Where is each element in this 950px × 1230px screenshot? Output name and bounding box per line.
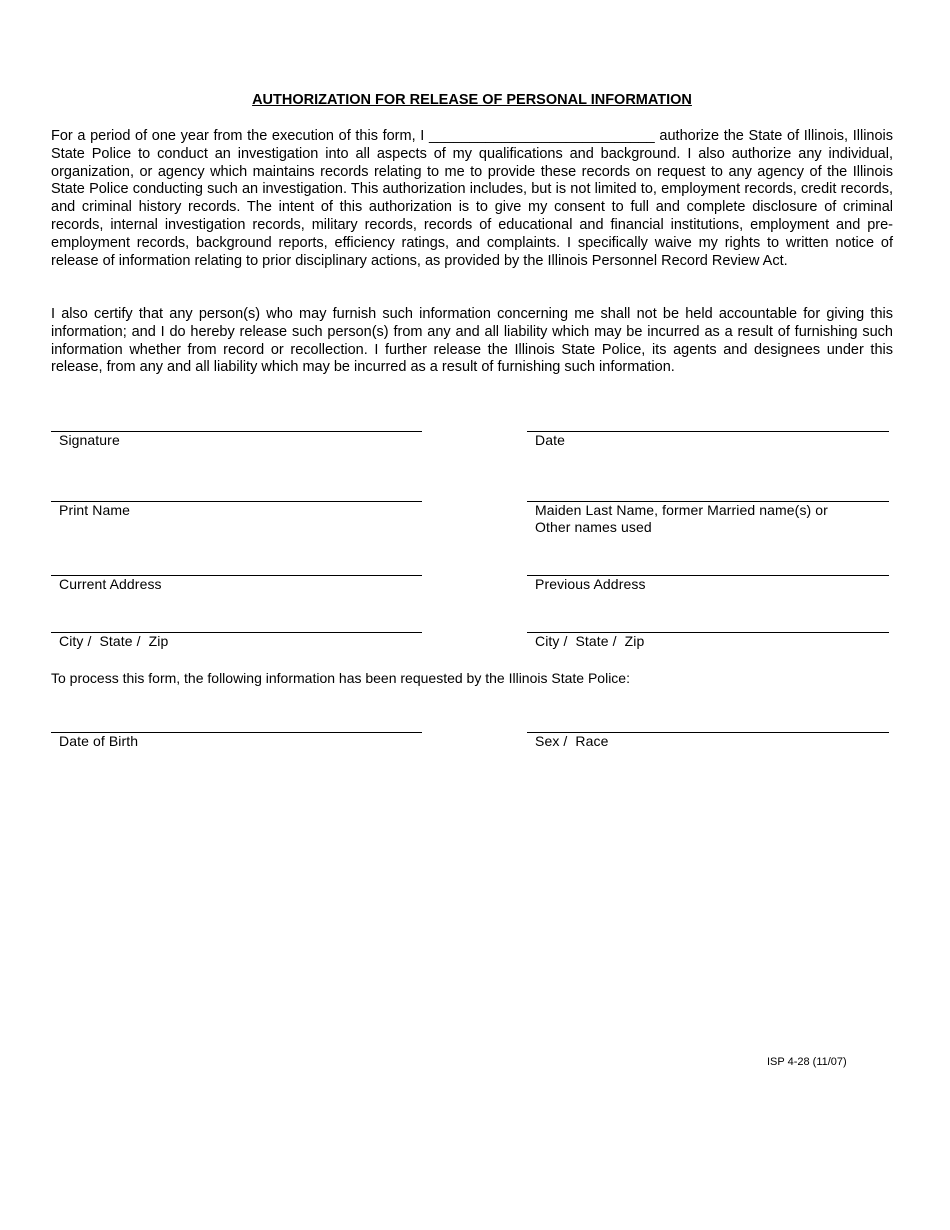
form-title: AUTHORIZATION FOR RELEASE OF PERSONAL INFORMATION xyxy=(252,92,692,108)
maiden-name-label-line1: Maiden Last Name, former Married name(s) or xyxy=(535,502,828,518)
date-line[interactable] xyxy=(527,431,889,432)
current-address-label: Current Address xyxy=(59,576,162,592)
paragraph-intro: For a period of one year from the execution of this form, I xyxy=(51,128,425,144)
current-city-state-zip-label: City / State / Zip xyxy=(59,633,169,649)
authorization-paragraph xyxy=(51,128,893,270)
instruction-text: To process this form, the following information has been requested by the Illinois State Police: xyxy=(51,670,630,686)
previous-address-label: Previous Address xyxy=(535,576,646,592)
form-number: ISP 4-28 (11/07) xyxy=(767,1056,847,1068)
signature-label: Signature xyxy=(59,432,120,448)
previous-city-state-zip-label: City / State / Zip xyxy=(535,633,645,649)
maiden-name-label-line2: Other names used xyxy=(535,519,652,535)
name-blank[interactable]: ____________________________ xyxy=(428,128,655,144)
date-of-birth-label: Date of Birth xyxy=(59,733,139,749)
sex-race-label: Sex / Race xyxy=(535,733,609,749)
release-paragraph: I also certify that any person(s) who may furnish such information concerning me shall not be held accountable for giving this information; and I do hereby release such person(s) from any and all liability which may be incurred as a result of furnishing such information whether from record or recollection. I further release the Illinois State Police, its agents and designees under this release, from any and all liability which may be incurred as a result of furnishing such information. xyxy=(51,306,893,376)
date-label: Date xyxy=(535,432,565,448)
paragraph-body: authorize the State of Illinois, Illinois State Police to conduct an investigation into all aspects of my qualifications and background. I also authorize any individual, organization, or agency which maintains records relating to me to provide these records on request to any agency of the Illinois State Police conducting such an investigation. This authorization includes, but is not limited to, employment records, credit records, and criminal history records. The intent of this authorization is to give my consent to full and complete disclosure of criminal records, internal investigation records, military records, records of educational and financial institutions, employment and pre-employment records, background reports, efficiency ratings, and complaints. I specifically waive my rights to written notice of release of information relating to prior disciplinary actions, as provided by the Illinois Personnel Record Review Act. xyxy=(51,128,894,269)
print-name-label: Print Name xyxy=(59,502,131,518)
